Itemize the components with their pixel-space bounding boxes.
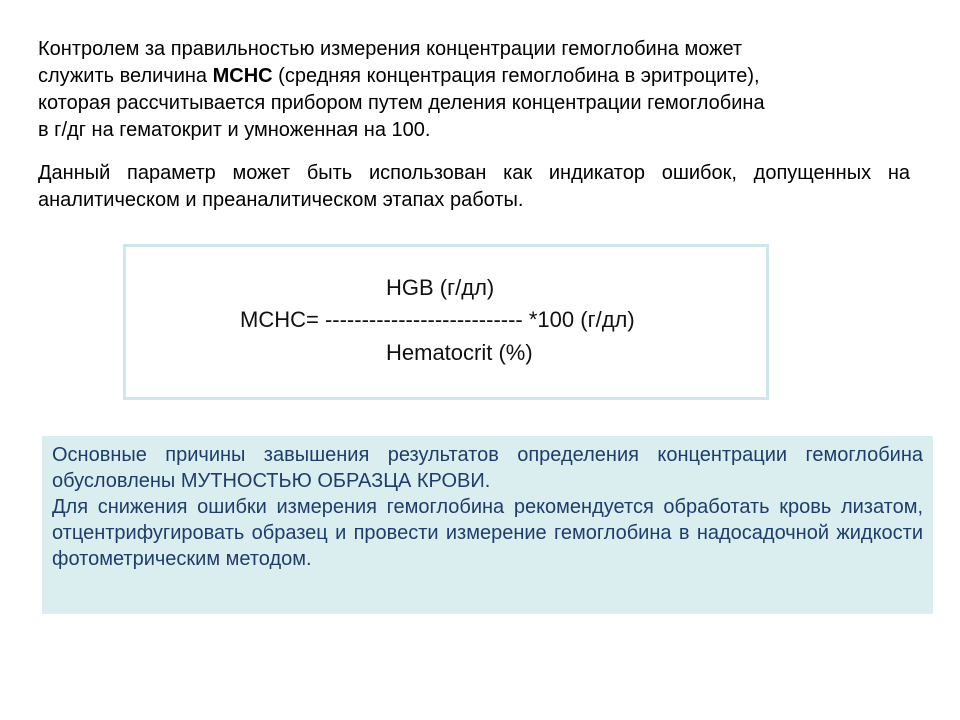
intro-line-2-suffix: (средняя концентрация гемоглобина в эритроците), bbox=[272, 65, 760, 87]
formula-main-line: MCHC= --------------------------- *100 (г/дл) bbox=[240, 307, 635, 332]
formula-numerator: HGB (г/дл) bbox=[386, 275, 495, 300]
note-box bbox=[42, 436, 933, 614]
intro-line-2-prefix: служить величина bbox=[38, 65, 213, 87]
intro-line-4: в г/дг на гематокрит и умноженная на 100. bbox=[38, 119, 431, 141]
parameter-paragraph: Данный параметр может быть использован как индикатор ошибок, допущенных на аналитическом и преаналитическом этапах работы. bbox=[38, 162, 910, 211]
formula-box bbox=[123, 244, 769, 400]
mchc-term: MCHC bbox=[212, 65, 273, 87]
note-paragraph-recommendation: Для снижения ошибки измерения гемоглобина рекомендуется обработать кровь лизатом, отцентрифугировать образец и провести измерение гемоглобина в надосадочной жидкости фотометрическим методом. bbox=[52, 496, 923, 570]
intro-line-1: Контролем за правильностью измерения концентрации гемоглобина может bbox=[38, 38, 743, 60]
intro-paragraph bbox=[38, 36, 910, 144]
note-paragraph-causes: Основные причины завышения результатов определения концентрации гемоглобина обусловлены МУТНОСТЬЮ ОБРАЗЦА КРОВИ. bbox=[52, 444, 923, 492]
formula-denominator: Hematocrit (%) bbox=[386, 340, 533, 365]
intro-line-3: которая рассчитывается прибором путем деления концентрации гемоглобина bbox=[38, 92, 765, 114]
